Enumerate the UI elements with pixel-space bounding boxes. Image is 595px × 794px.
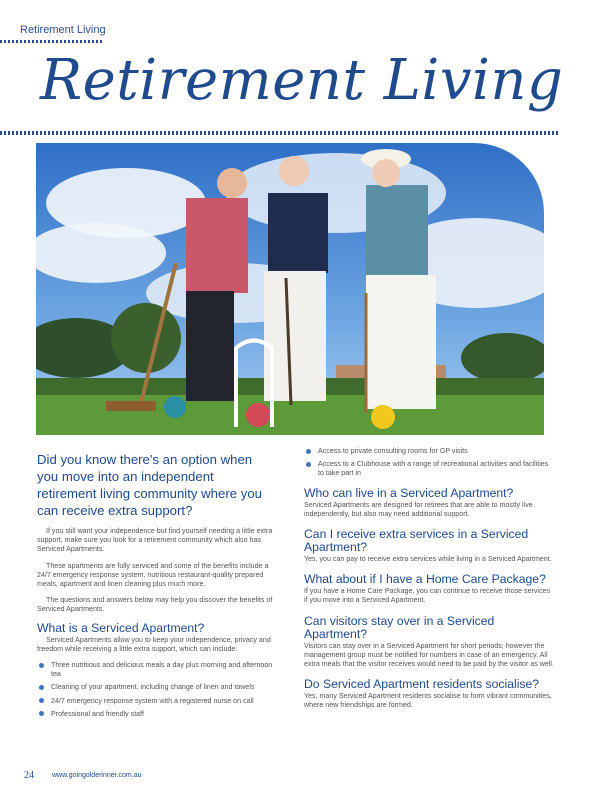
left-column [37, 451, 273, 727]
question-residents-socialise: Do Serviced Apartment residents socialise? [304, 677, 540, 692]
answer-home-care-package: If you have a Home Care Package, you can continue to receive those services if you move into a Serviced Apartment. [304, 587, 551, 605]
section-tag-rule [0, 40, 104, 43]
answer-what-is-serviced-apartment: Serviced Apartments allow you to keep your independence, privacy and freedom while receiving a little extra support, which can include: [37, 635, 271, 653]
bullet-icon [39, 663, 44, 668]
page-number: 24 [24, 770, 34, 781]
intro-question: Did you know there's an option when you move into an independent retirement living community where you can receive extra support? [37, 452, 263, 518]
services-list-continued [304, 447, 554, 479]
question-home-care-package: What about if I have a Home Care Package? [304, 572, 546, 587]
bullet-icon [306, 449, 311, 454]
answer-visitors-stay: Visitors can stay over in a Serviced Apartment for short periods; however the management group must be notified for numbers in case of an emergency. All extra meals that the visitor receives would need to be paid by the visitor as well. [304, 641, 554, 669]
question-visitors-stay: Can visitors stay over in a Serviced Apartment? [304, 613, 495, 641]
intro-paragraph-2: These apartments are fully serviced and some of the benefits include a 24/7 emergency response system, nutritious restaurant-quality prepared meals, apartment and linen cleaning plus much more. [37, 561, 269, 589]
footer-url: www.goingolderinner.com.au [52, 772, 142, 779]
list-item: Professional and friendly staff [37, 710, 273, 719]
services-list [37, 661, 273, 719]
bullet-icon [306, 462, 311, 467]
list-item: Cleaning of your apartment, including change of linen and towels [37, 683, 273, 692]
right-column [304, 447, 554, 720]
list-item: Three nutritious and delicious meals a day plus morning and afternoon tea [37, 661, 273, 679]
title-rule [0, 131, 560, 135]
intro-paragraph-1: If you still want your independence but find yourself needing a little extra support, make sure you look for a retirement community which also has Serviced Apartments. [37, 527, 273, 554]
list-item: Access to a Clubhouse with a range of recreational activities and facilities to take part in [304, 460, 554, 478]
question-who-can-live: Who can live in a Serviced Apartment? [304, 485, 514, 500]
question-extra-services: Can I receive extra services in a Serviced Apartment? [304, 527, 529, 555]
intro-paragraph-3: The questions and answers below may help you discover the benefits of Serviced Apartments. [37, 596, 273, 614]
bullet-icon [39, 698, 44, 703]
list-item: Access to private consulting rooms for GP visits [304, 447, 554, 456]
bullet-icon [39, 685, 44, 690]
answer-extra-services: Yes, you can pay to receive extra services while living in a Serviced Apartment. [304, 555, 552, 564]
bullet-icon [39, 711, 44, 716]
answer-who-can-live: Serviced Apartments are designed for retirees that are able to mostly live independently, but also may need additional support. [304, 500, 533, 518]
croquet-photo [36, 143, 544, 435]
section-tag: Retirement Living [20, 24, 106, 36]
page-title: Retirement Living [40, 48, 564, 113]
list-item: 24/7 emergency response system with a registered nurse on call [37, 697, 273, 706]
question-what-is-serviced-apartment: What is a Serviced Apartment? [37, 620, 205, 635]
answer-residents-socialise: Yes, many Serviced Apartment residents socialise to form vibrant communities, where new friendships are formed. [304, 692, 552, 710]
